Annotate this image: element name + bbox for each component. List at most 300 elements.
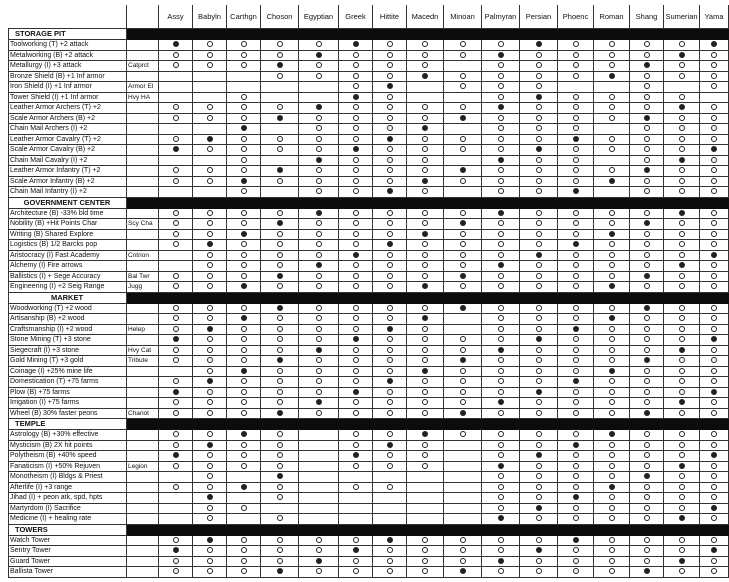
availability-cell — [159, 229, 193, 240]
availability-cell — [630, 61, 664, 72]
availability-cell — [664, 366, 700, 377]
availability-cell — [407, 377, 444, 388]
availability-cell — [630, 134, 664, 145]
available-mark-icon — [387, 368, 393, 374]
available-mark-icon — [316, 410, 322, 416]
unlocked-unit — [127, 240, 159, 251]
available-mark-icon — [711, 368, 717, 374]
availability-cell — [339, 113, 373, 124]
available-mark-icon — [241, 210, 247, 216]
availability-cell — [594, 271, 630, 282]
available-mark-icon — [387, 241, 393, 247]
availability-cell — [594, 461, 630, 472]
availability-cell — [261, 124, 299, 135]
availability-cell — [482, 208, 520, 219]
availability-cell — [482, 366, 520, 377]
availability-cell — [630, 472, 664, 483]
available-mark-icon — [609, 94, 615, 100]
availability-cell — [373, 282, 407, 293]
availability-cell — [630, 229, 664, 240]
availability-cell — [520, 113, 558, 124]
availability-cell — [193, 430, 227, 441]
availability-cell — [664, 430, 700, 441]
available-mark-icon — [498, 442, 504, 448]
availability-cell — [261, 250, 299, 261]
available-mark-icon — [573, 305, 579, 311]
availability-cell — [299, 92, 339, 103]
tech-row — [9, 282, 729, 293]
available-mark-icon — [353, 368, 359, 374]
availability-cell — [407, 208, 444, 219]
availability-cell — [482, 271, 520, 282]
available-mark-icon — [679, 146, 685, 152]
available-mark-icon — [353, 568, 359, 574]
availability-cell — [373, 82, 407, 93]
availability-cell — [261, 176, 299, 187]
availability-cell — [159, 103, 193, 114]
available-mark-icon — [277, 52, 283, 58]
tech-row — [9, 71, 729, 82]
available-mark-icon — [573, 188, 579, 194]
availability-cell — [407, 124, 444, 135]
available-mark-icon — [387, 326, 393, 332]
availability-cell — [558, 503, 594, 514]
tech-row — [9, 482, 729, 493]
available-mark-icon — [536, 94, 542, 100]
available-mark-icon — [573, 262, 579, 268]
availability-cell — [482, 377, 520, 388]
availability-cell — [444, 366, 482, 377]
available-mark-icon — [422, 315, 428, 321]
availability-cell — [193, 567, 227, 578]
availability-cell — [482, 71, 520, 82]
availability-cell — [444, 430, 482, 441]
available-mark-icon — [609, 178, 615, 184]
available-mark-icon — [609, 463, 615, 469]
available-mark-icon — [609, 262, 615, 268]
availability-cell — [299, 398, 339, 409]
availability-cell — [664, 176, 700, 187]
available-mark-icon — [316, 104, 322, 110]
availability-cell — [630, 314, 664, 325]
availability-cell — [159, 408, 193, 419]
tech-row — [9, 472, 729, 483]
available-mark-icon — [353, 178, 359, 184]
available-mark-icon — [277, 167, 283, 173]
unlocked-unit: Jugg — [127, 282, 159, 293]
availability-cell — [159, 219, 193, 230]
availability-cell — [339, 240, 373, 251]
available-mark-icon — [353, 305, 359, 311]
available-mark-icon — [207, 515, 213, 521]
available-mark-icon — [711, 537, 717, 543]
availability-cell — [407, 345, 444, 356]
available-mark-icon — [498, 568, 504, 574]
tech-name: Aristocracy (I) Fast Academy — [9, 250, 127, 261]
tech-name: Chain Mail Infantry (I) +2 — [9, 187, 127, 198]
availability-cell — [700, 208, 729, 219]
availability-cell — [558, 82, 594, 93]
availability-cell — [558, 134, 594, 145]
available-mark-icon — [460, 146, 466, 152]
available-mark-icon — [207, 547, 213, 553]
header-blank-cell — [127, 5, 159, 29]
available-mark-icon — [460, 178, 466, 184]
availability-cell — [700, 366, 729, 377]
tech-row — [9, 271, 729, 282]
availability-cell — [664, 219, 700, 230]
available-mark-icon — [711, 473, 717, 479]
availability-cell — [159, 113, 193, 124]
available-mark-icon — [644, 568, 650, 574]
available-mark-icon — [536, 136, 542, 142]
available-mark-icon — [173, 315, 179, 321]
available-mark-icon — [277, 336, 283, 342]
availability-cell — [630, 356, 664, 367]
available-mark-icon — [207, 62, 213, 68]
availability-cell — [299, 345, 339, 356]
available-mark-icon — [422, 347, 428, 353]
available-mark-icon — [422, 463, 428, 469]
tech-name: Leather Armor Cavalry (T) +2 — [9, 134, 127, 145]
available-mark-icon — [644, 157, 650, 163]
availability-cell — [520, 472, 558, 483]
availability-cell — [630, 82, 664, 93]
availability-cell — [482, 155, 520, 166]
available-mark-icon — [387, 568, 393, 574]
availability-cell — [159, 166, 193, 177]
availability-cell — [594, 40, 630, 51]
civ-header-persian: Persian — [520, 5, 558, 29]
available-mark-icon — [498, 136, 504, 142]
availability-cell — [373, 335, 407, 346]
availability-cell — [664, 229, 700, 240]
availability-cell — [227, 345, 261, 356]
availability-cell — [594, 166, 630, 177]
availability-cell — [444, 261, 482, 272]
available-mark-icon — [573, 558, 579, 564]
availability-cell — [227, 40, 261, 51]
availability-cell — [339, 250, 373, 261]
availability-cell — [558, 113, 594, 124]
availability-cell — [299, 430, 339, 441]
availability-cell — [299, 535, 339, 546]
tech-name: Astrology (B) +30% effective — [9, 430, 127, 441]
available-mark-icon — [644, 62, 650, 68]
available-mark-icon — [573, 494, 579, 500]
availability-cell — [227, 482, 261, 493]
availability-cell — [299, 187, 339, 198]
available-mark-icon — [387, 136, 393, 142]
tech-name: Sentry Tower — [9, 546, 127, 557]
availability-cell — [520, 451, 558, 462]
availability-cell — [159, 461, 193, 472]
available-mark-icon — [460, 241, 466, 247]
available-mark-icon — [460, 410, 466, 416]
tech-availability-table — [8, 5, 729, 578]
available-mark-icon — [644, 73, 650, 79]
availability-cell — [159, 430, 193, 441]
available-mark-icon — [316, 188, 322, 194]
available-mark-icon — [573, 442, 579, 448]
availability-cell — [630, 440, 664, 451]
available-mark-icon — [460, 558, 466, 564]
available-mark-icon — [353, 157, 359, 163]
available-mark-icon — [207, 336, 213, 342]
tech-row — [9, 250, 729, 261]
availability-cell — [664, 250, 700, 261]
availability-cell — [261, 82, 299, 93]
availability-cell — [339, 356, 373, 367]
availability-cell — [700, 408, 729, 419]
section-header-row — [9, 29, 729, 40]
available-mark-icon — [316, 241, 322, 247]
available-mark-icon — [711, 505, 717, 511]
availability-cell — [159, 134, 193, 145]
available-mark-icon — [679, 378, 685, 384]
availability-cell — [299, 261, 339, 272]
available-mark-icon — [353, 210, 359, 216]
civ-header-minoan: Minoan — [444, 5, 482, 29]
section-header-row — [9, 197, 729, 208]
available-mark-icon — [711, 252, 717, 258]
availability-cell — [373, 546, 407, 557]
availability-cell — [482, 387, 520, 398]
available-mark-icon — [498, 52, 504, 58]
availability-cell — [159, 366, 193, 377]
availability-cell — [558, 271, 594, 282]
availability-cell — [373, 166, 407, 177]
availability-cell — [299, 314, 339, 325]
availability-cell — [227, 71, 261, 82]
availability-cell — [299, 82, 339, 93]
available-mark-icon — [173, 52, 179, 58]
available-mark-icon — [277, 273, 283, 279]
available-mark-icon — [353, 537, 359, 543]
available-mark-icon — [460, 378, 466, 384]
available-mark-icon — [241, 315, 247, 321]
availability-cell — [558, 567, 594, 578]
availability-cell — [261, 387, 299, 398]
available-mark-icon — [387, 178, 393, 184]
available-mark-icon — [536, 157, 542, 163]
available-mark-icon — [644, 231, 650, 237]
availability-cell — [339, 261, 373, 272]
available-mark-icon — [422, 431, 428, 437]
available-mark-icon — [422, 188, 428, 194]
availability-cell — [444, 345, 482, 356]
tech-name: Toolworking (T) +2 attack — [9, 40, 127, 51]
availability-cell — [407, 113, 444, 124]
tech-name: Scale Armor Infantry (B) +2 — [9, 176, 127, 187]
availability-cell — [227, 535, 261, 546]
available-mark-icon — [609, 305, 615, 311]
availability-cell — [299, 546, 339, 557]
available-mark-icon — [173, 305, 179, 311]
availability-cell — [407, 451, 444, 462]
tech-name: Mysticism (B) 2X hit points — [9, 440, 127, 451]
availability-cell — [227, 261, 261, 272]
availability-cell — [299, 356, 339, 367]
availability-cell — [407, 282, 444, 293]
available-mark-icon — [422, 326, 428, 332]
available-mark-icon — [460, 357, 466, 363]
availability-cell — [520, 356, 558, 367]
available-mark-icon — [460, 273, 466, 279]
available-mark-icon — [387, 484, 393, 490]
available-mark-icon — [679, 494, 685, 500]
availability-cell — [630, 387, 664, 398]
available-mark-icon — [711, 410, 717, 416]
available-mark-icon — [536, 452, 542, 458]
tech-name: Gold Mining (T) +3 gold — [9, 356, 127, 367]
availability-cell — [159, 335, 193, 346]
availability-cell — [444, 335, 482, 346]
availability-cell — [630, 219, 664, 230]
availability-cell — [261, 134, 299, 145]
availability-cell — [700, 82, 729, 93]
available-mark-icon — [387, 558, 393, 564]
availability-cell — [193, 145, 227, 156]
availability-cell — [482, 556, 520, 567]
availability-cell — [193, 503, 227, 514]
available-mark-icon — [536, 505, 542, 511]
availability-cell — [339, 50, 373, 61]
available-mark-icon — [498, 484, 504, 490]
availability-cell — [700, 166, 729, 177]
availability-cell — [700, 145, 729, 156]
availability-cell — [482, 176, 520, 187]
availability-cell — [520, 176, 558, 187]
tech-row — [9, 493, 729, 504]
available-mark-icon — [536, 273, 542, 279]
available-mark-icon — [711, 188, 717, 194]
available-mark-icon — [536, 262, 542, 268]
available-mark-icon — [536, 125, 542, 131]
available-mark-icon — [679, 326, 685, 332]
available-mark-icon — [316, 146, 322, 152]
availability-cell — [520, 335, 558, 346]
unlocked-unit — [127, 208, 159, 219]
available-mark-icon — [498, 231, 504, 237]
availability-cell — [594, 240, 630, 251]
available-mark-icon — [679, 515, 685, 521]
availability-cell — [594, 92, 630, 103]
tech-row — [9, 113, 729, 124]
availability-cell — [373, 271, 407, 282]
availability-cell — [339, 493, 373, 504]
available-mark-icon — [711, 378, 717, 384]
available-mark-icon — [679, 41, 685, 47]
available-mark-icon — [207, 558, 213, 564]
available-mark-icon — [277, 368, 283, 374]
unlocked-unit — [127, 567, 159, 578]
available-mark-icon — [353, 484, 359, 490]
available-mark-icon — [573, 41, 579, 47]
availability-cell — [407, 482, 444, 493]
availability-cell — [193, 124, 227, 135]
tech-row — [9, 408, 729, 419]
unlocked-unit — [127, 451, 159, 462]
available-mark-icon — [644, 357, 650, 363]
available-mark-icon — [711, 41, 717, 47]
available-mark-icon — [422, 357, 428, 363]
available-mark-icon — [207, 241, 213, 247]
available-mark-icon — [644, 241, 650, 247]
available-mark-icon — [711, 463, 717, 469]
available-mark-icon — [573, 231, 579, 237]
availability-cell — [558, 103, 594, 114]
available-mark-icon — [241, 94, 247, 100]
availability-cell — [594, 208, 630, 219]
available-mark-icon — [422, 378, 428, 384]
available-mark-icon — [422, 220, 428, 226]
availability-cell — [664, 134, 700, 145]
availability-cell — [558, 377, 594, 388]
available-mark-icon — [573, 326, 579, 332]
available-mark-icon — [207, 326, 213, 332]
tech-row — [9, 546, 729, 557]
availability-cell — [373, 40, 407, 51]
available-mark-icon — [679, 442, 685, 448]
availability-cell — [193, 113, 227, 124]
availability-cell — [193, 240, 227, 251]
available-mark-icon — [573, 62, 579, 68]
availability-cell — [159, 208, 193, 219]
availability-cell — [482, 398, 520, 409]
available-mark-icon — [609, 357, 615, 363]
availability-cell — [558, 229, 594, 240]
available-mark-icon — [609, 431, 615, 437]
available-mark-icon — [644, 558, 650, 564]
available-mark-icon — [536, 378, 542, 384]
civ-header-egyptian: Egyptian — [299, 5, 339, 29]
available-mark-icon — [387, 431, 393, 437]
available-mark-icon — [679, 463, 685, 469]
available-mark-icon — [498, 315, 504, 321]
civ-header-phoenc: Phoenc — [558, 5, 594, 29]
available-mark-icon — [536, 410, 542, 416]
availability-cell — [299, 61, 339, 72]
unlocked-unit — [127, 482, 159, 493]
availability-cell — [700, 124, 729, 135]
available-mark-icon — [316, 283, 322, 289]
tech-name: Plow (B) +75 farms — [9, 387, 127, 398]
availability-cell — [558, 282, 594, 293]
availability-cell — [594, 535, 630, 546]
availability-cell — [227, 219, 261, 230]
available-mark-icon — [644, 378, 650, 384]
availability-cell — [630, 377, 664, 388]
available-mark-icon — [387, 389, 393, 395]
available-mark-icon — [573, 399, 579, 405]
available-mark-icon — [241, 357, 247, 363]
unlocked-unit — [127, 440, 159, 451]
available-mark-icon — [422, 262, 428, 268]
availability-cell — [558, 324, 594, 335]
available-mark-icon — [173, 442, 179, 448]
available-mark-icon — [609, 231, 615, 237]
availability-cell — [700, 103, 729, 114]
available-mark-icon — [241, 431, 247, 437]
available-mark-icon — [422, 157, 428, 163]
available-mark-icon — [498, 357, 504, 363]
availability-cell — [630, 535, 664, 546]
availability-cell — [700, 345, 729, 356]
availability-cell — [700, 282, 729, 293]
available-mark-icon — [353, 399, 359, 405]
availability-cell — [261, 303, 299, 314]
